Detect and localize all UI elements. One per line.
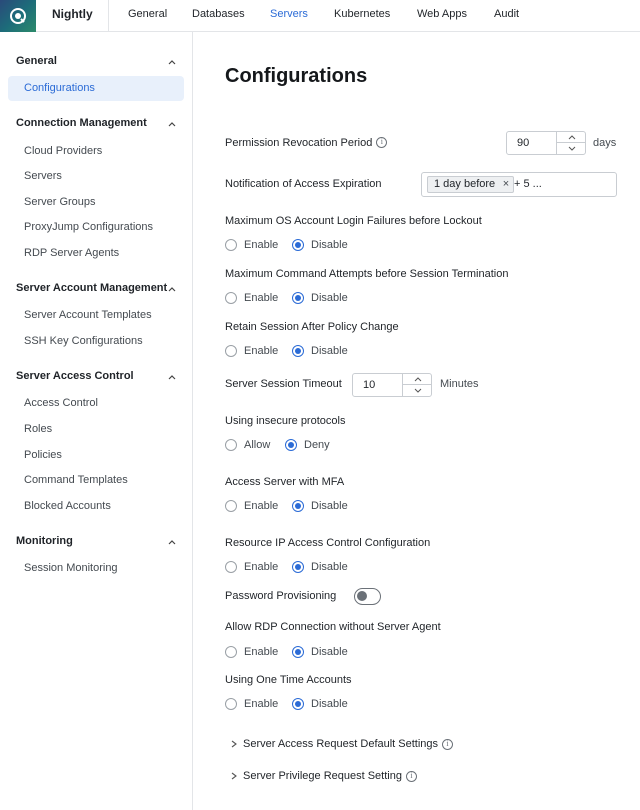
radio-label: Disable bbox=[311, 292, 348, 304]
max-os-login-failures-radio-group bbox=[225, 239, 348, 251]
permission-revocation-label bbox=[225, 137, 387, 149]
radio-label: Enable bbox=[244, 345, 279, 357]
chevron-down-icon bbox=[568, 146, 576, 151]
radio-button[interactable] bbox=[292, 646, 304, 658]
one-time-accounts-radio-group bbox=[225, 698, 348, 710]
radio-button[interactable] bbox=[225, 239, 237, 251]
radio-label: Allow bbox=[244, 439, 271, 451]
sidebar-item-roles[interactable]: Roles bbox=[24, 423, 53, 435]
max-command-attempts-enable[interactable] bbox=[225, 292, 292, 304]
mfa-disable[interactable] bbox=[292, 500, 348, 512]
chevron-up-icon[interactable] bbox=[168, 120, 176, 128]
chevron-up-icon bbox=[568, 135, 576, 140]
radio-button[interactable] bbox=[225, 500, 237, 512]
sidebar-item-command-templates[interactable]: Command Templates bbox=[24, 474, 128, 486]
chevron-up-icon[interactable] bbox=[168, 373, 176, 381]
resource-ip-enable[interactable] bbox=[225, 561, 292, 573]
radio-button[interactable] bbox=[225, 561, 237, 573]
sidebar-section-server-account-management[interactable]: Server Account Management bbox=[16, 282, 168, 294]
max-command-attempts-label: Maximum Command Attempts before Session Termination bbox=[225, 268, 509, 280]
chevron-down-icon bbox=[414, 388, 422, 393]
radio-label: Enable bbox=[244, 239, 279, 251]
nav-general[interactable]: General bbox=[128, 8, 168, 20]
chevron-right-icon bbox=[229, 771, 239, 781]
password-provisioning-label: Password Provisioning bbox=[225, 590, 337, 602]
sidebar-item-session-monitoring[interactable]: Session Monitoring bbox=[24, 562, 118, 574]
chevron-up-icon[interactable] bbox=[168, 538, 176, 546]
radio-label: Enable bbox=[244, 500, 279, 512]
insecure-protocols-radio-group bbox=[225, 439, 330, 451]
info-icon[interactable] bbox=[442, 739, 453, 750]
sidebar-item-rdp-server-agents[interactable]: RDP Server Agents bbox=[24, 247, 120, 259]
sidebar-item-server-groups[interactable]: Server Groups bbox=[24, 196, 96, 208]
mfa-radio-group bbox=[225, 500, 348, 512]
sidebar bbox=[0, 32, 193, 810]
radio-label: Disable bbox=[311, 561, 348, 573]
stepper-down-button[interactable] bbox=[403, 385, 432, 396]
sidebar-item-blocked-accounts[interactable]: Blocked Accounts bbox=[24, 500, 111, 512]
rdp-without-agent-radio-group bbox=[225, 646, 348, 658]
radio-label: Disable bbox=[311, 646, 348, 658]
privilege-request-expander[interactable] bbox=[229, 770, 417, 782]
radio-button[interactable] bbox=[225, 646, 237, 658]
nav-audit[interactable]: Audit bbox=[494, 8, 520, 20]
max-command-attempts-radio-group bbox=[225, 292, 348, 304]
permission-revocation-stepper bbox=[556, 132, 585, 154]
sidebar-item-cloud-providers[interactable]: Cloud Providers bbox=[24, 145, 103, 157]
nav-servers[interactable]: Servers bbox=[270, 8, 308, 20]
radio-button[interactable] bbox=[292, 561, 304, 573]
radio-button[interactable] bbox=[225, 345, 237, 357]
chevron-up-icon bbox=[414, 377, 422, 382]
sidebar-section-general[interactable]: General bbox=[16, 55, 57, 67]
access-request-defaults-expander[interactable] bbox=[229, 738, 453, 750]
chevron-up-icon[interactable] bbox=[168, 285, 176, 293]
max-os-login-failures-label: Maximum OS Account Login Failures before Lockout bbox=[225, 215, 482, 227]
nav-kubernetes[interactable]: Kubernetes bbox=[334, 8, 391, 20]
radio-button[interactable] bbox=[292, 500, 304, 512]
radio-label: Deny bbox=[304, 439, 330, 451]
radio-button[interactable] bbox=[292, 239, 304, 251]
radio-label: Enable bbox=[244, 561, 279, 573]
sidebar-item-policies[interactable]: Policies bbox=[24, 449, 62, 461]
sidebar-item-proxyjump-configurations[interactable]: ProxyJump Configurations bbox=[24, 221, 154, 233]
insecure-protocols-label: Using insecure protocols bbox=[225, 415, 346, 427]
radio-button[interactable] bbox=[225, 292, 237, 304]
access-request-defaults-label: Server Access Request Default Settings bbox=[243, 738, 439, 750]
resource-ip-label: Resource IP Access Control Configuration bbox=[225, 537, 431, 549]
notification-expiration-select[interactable] bbox=[421, 172, 617, 197]
radio-button[interactable] bbox=[225, 698, 237, 710]
retain-session-enable[interactable] bbox=[225, 345, 292, 357]
radio-button[interactable] bbox=[285, 439, 297, 451]
radio-label: Enable bbox=[244, 698, 279, 710]
top-navigation-bar bbox=[0, 0, 640, 32]
shield-logo-icon[interactable] bbox=[0, 0, 36, 32]
sidebar-item-configurations[interactable]: Configurations bbox=[24, 82, 95, 94]
resource-ip-disable[interactable] bbox=[292, 561, 348, 573]
mfa-label: Access Server with MFA bbox=[225, 476, 345, 488]
sidebar-item-server-account-templates[interactable]: Server Account Templates bbox=[24, 309, 152, 321]
radio-label: Enable bbox=[244, 646, 279, 658]
one-time-accounts-disable[interactable] bbox=[292, 698, 348, 710]
info-icon[interactable] bbox=[406, 771, 417, 782]
radio-label: Disable bbox=[311, 239, 348, 251]
radio-label: Disable bbox=[311, 698, 348, 710]
session-timeout-stepper bbox=[402, 374, 431, 396]
rdp-without-agent-enable[interactable] bbox=[225, 646, 292, 658]
session-timeout-value[interactable]: 10 bbox=[363, 379, 376, 391]
radio-label: Disable bbox=[311, 500, 348, 512]
retain-session-label: Retain Session After Policy Change bbox=[225, 321, 399, 333]
radio-button[interactable] bbox=[292, 698, 304, 710]
insecure-protocols-allow[interactable] bbox=[225, 439, 285, 451]
divider bbox=[108, 0, 109, 32]
remove-tag-icon[interactable]: × bbox=[502, 178, 510, 190]
chevron-right-icon bbox=[229, 739, 239, 749]
selected-tag bbox=[427, 176, 514, 193]
stepper-up-button[interactable] bbox=[403, 374, 432, 385]
retain-session-radio-group bbox=[225, 345, 348, 357]
sidebar-item-servers[interactable]: Servers bbox=[24, 170, 62, 182]
max-command-attempts-disable[interactable] bbox=[292, 292, 348, 304]
radio-label: Enable bbox=[244, 292, 279, 304]
permission-revocation-label-text: Permission Revocation Period bbox=[225, 137, 373, 149]
permission-revocation-unit: days bbox=[593, 137, 617, 149]
selected-tag-label: 1 day before bbox=[434, 178, 496, 190]
info-icon[interactable] bbox=[376, 137, 387, 148]
chevron-up-icon[interactable] bbox=[168, 58, 176, 66]
permission-revocation-input[interactable] bbox=[506, 131, 586, 155]
nav-web-apps[interactable]: Web Apps bbox=[417, 8, 467, 20]
main-content bbox=[193, 32, 640, 810]
sidebar-section-monitoring[interactable]: Monitoring bbox=[16, 535, 73, 547]
privilege-request-label: Server Privilege Request Setting bbox=[243, 770, 402, 782]
one-time-accounts-label: Using One Time Accounts bbox=[225, 674, 352, 686]
session-timeout-input[interactable] bbox=[352, 373, 432, 397]
max-os-login-failures-disable[interactable] bbox=[292, 239, 348, 251]
sidebar-section-server-access-control[interactable]: Server Access Control bbox=[16, 370, 134, 382]
permission-revocation-value[interactable]: 90 bbox=[517, 137, 530, 149]
more-tags-count: + 5 ... bbox=[514, 178, 542, 190]
max-os-login-failures-enable[interactable] bbox=[225, 239, 292, 251]
page-title: Configurations bbox=[225, 65, 368, 87]
sidebar-item-ssh-key-configurations[interactable]: SSH Key Configurations bbox=[24, 335, 143, 347]
radio-button[interactable] bbox=[292, 292, 304, 304]
rdp-without-agent-label: Allow RDP Connection without Server Agent bbox=[225, 621, 441, 633]
stepper-up-button[interactable] bbox=[557, 132, 586, 143]
notification-expiration-label: Notification of Access Expiration bbox=[225, 178, 382, 190]
stepper-down-button[interactable] bbox=[557, 143, 586, 154]
mfa-enable[interactable] bbox=[225, 500, 292, 512]
sidebar-section-connection-management[interactable]: Connection Management bbox=[16, 117, 147, 129]
radio-button[interactable] bbox=[292, 345, 304, 357]
radio-label: Disable bbox=[311, 345, 348, 357]
rdp-without-agent-disable[interactable] bbox=[292, 646, 348, 658]
retain-session-disable[interactable] bbox=[292, 345, 348, 357]
sidebar-item-access-control[interactable]: Access Control bbox=[24, 397, 98, 409]
toggle-knob bbox=[357, 591, 367, 601]
session-timeout-unit: Minutes bbox=[440, 378, 479, 390]
one-time-accounts-enable[interactable] bbox=[225, 698, 292, 710]
password-provisioning-toggle[interactable] bbox=[354, 588, 381, 605]
radio-button[interactable] bbox=[225, 439, 237, 451]
insecure-protocols-deny[interactable] bbox=[285, 439, 330, 451]
session-timeout-label: Server Session Timeout bbox=[225, 378, 342, 390]
organization-name[interactable]: Nightly bbox=[52, 7, 93, 21]
nav-databases[interactable]: Databases bbox=[192, 8, 245, 20]
resource-ip-radio-group bbox=[225, 561, 348, 573]
